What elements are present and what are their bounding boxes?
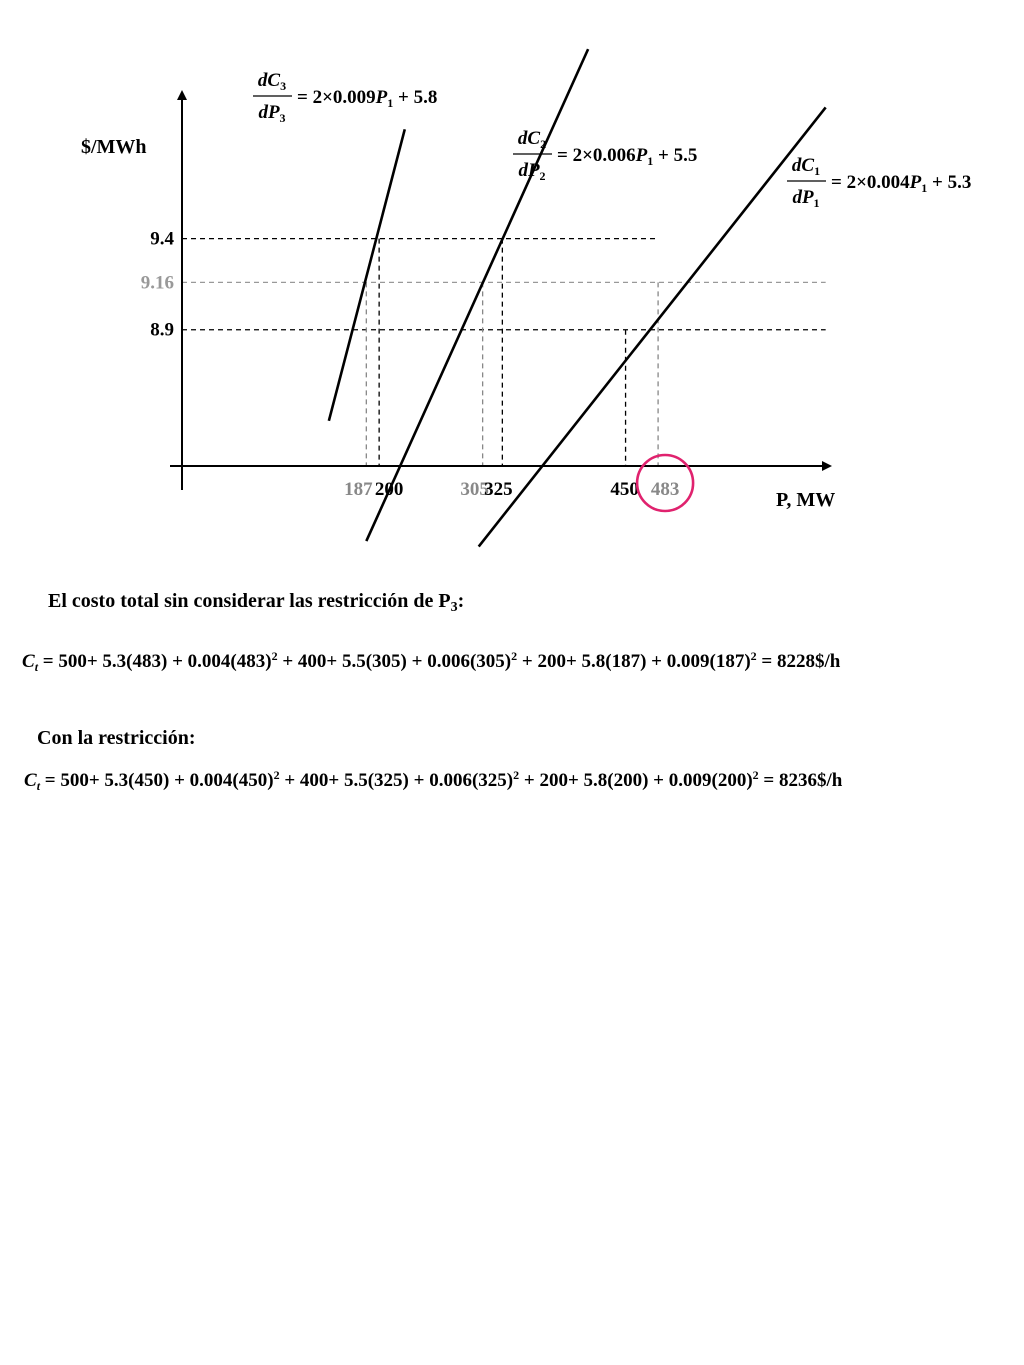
series-equation [787, 155, 971, 210]
tick-labels [81, 136, 835, 511]
equation-denominator: $dP_2$ [518, 160, 546, 183]
x-tick-label: 483 [650, 479, 680, 500]
x-tick-label: 450 [610, 479, 639, 500]
y-tick-label: 9.4 [150, 228, 174, 250]
equation-rhs: = $2\times 0.004P_1 + 5.3$ [831, 172, 972, 195]
y-axis-title: $/MWh [81, 136, 147, 158]
x-tick-label: 325 [484, 479, 513, 500]
equation-rhs: = $2\times 0.006P_1 + 5.5$ [557, 145, 698, 168]
equation-denominator: $dP_1$ [792, 187, 820, 210]
y-tick-label: 9.16 [140, 272, 174, 294]
series-equation [253, 70, 437, 125]
series-line [366, 49, 588, 541]
total-cost-formula-unconstrained: $C_t = 500+ 5.3(483) + 0.004(483)^2 + 400+ 5.5(305) + 0.006(305)^2 + 200+ 5.8(187) + 0.009(187)^2$ = 8228$/h [22, 649, 841, 674]
equation-numerator: $dC_1$ [791, 155, 821, 178]
series-lines [329, 49, 826, 546]
statement-unconstrained: El costo total sin considerar las restricción de $P_3$: [48, 590, 465, 615]
x-axis-title: P, MW [776, 489, 836, 511]
total-cost-formula-constrained: $C_t = 500+ 5.3(450) + 0.004(450)^2 + 400+ 5.5(325) + 0.006(325)^2 + 200+ 5.8(200) + 0.009(200)^2$ = 8236$/h [24, 768, 843, 793]
equation-denominator: $dP_3$ [258, 102, 286, 125]
equations [253, 70, 971, 210]
guide-lines [182, 239, 826, 466]
x-tick-label: 200 [374, 479, 404, 500]
equation-rhs: = $2\times 0.009P_1 + 5.8$ [297, 87, 438, 110]
x-tick-label: 305 [460, 479, 489, 500]
y-tick-label: 8.9 [150, 319, 174, 341]
statement-constrained: Con la restricción: [37, 727, 196, 749]
marginal-cost-chart [0, 0, 1024, 560]
equation-numerator: $dC_3$ [257, 70, 287, 93]
x-tick-label: 187 [344, 479, 373, 500]
equation-numerator: $dC_2$ [517, 128, 547, 151]
axes [170, 92, 830, 490]
